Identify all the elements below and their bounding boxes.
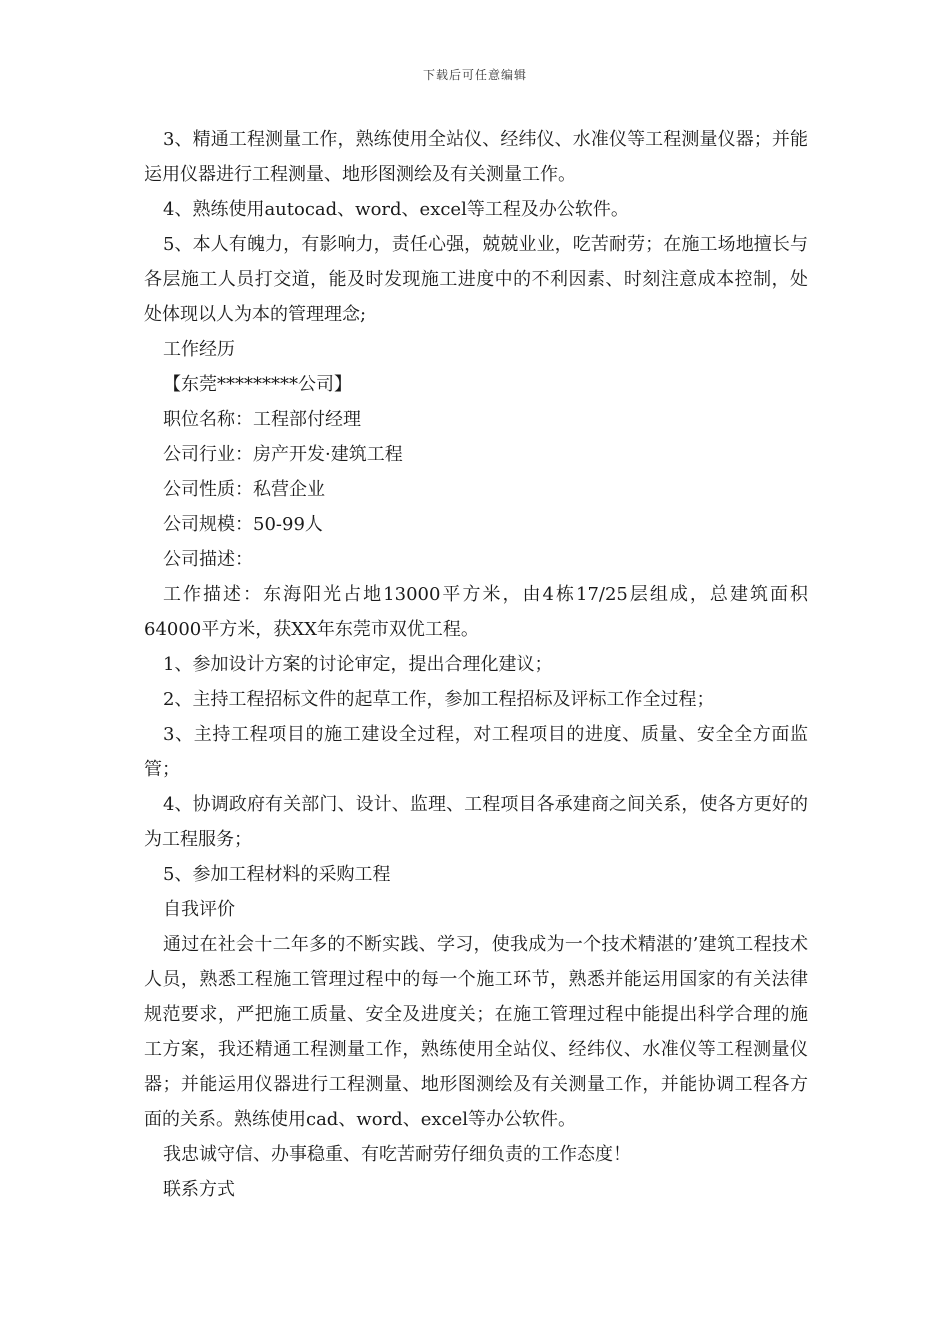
duty-item-4: 4、协调政府有关部门、设计、监理、工程项目各承建商之间关系，使各方更好的为工程服务； (144, 794, 808, 850)
self-evaluation-attitude: 我忠诚守信、办事稳重、有吃苦耐劳仔细负责的工作态度！ (163, 1144, 631, 1165)
company-size: 公司规模：50-99人 (163, 514, 323, 535)
section-heading-work-experience: 工作经历 (163, 339, 235, 360)
paragraph-skill-management: 5、本人有魄力，有影响力，责任心强，兢兢业业，吃苦耐劳；在施工场地擅长与各层施工人员打交道，能及时发现施工进度中的不利因素、时刻注意成本控制，处处体现以人为本的管理理念; (144, 234, 808, 325)
company-type: 公司性质：私营企业 (163, 479, 325, 500)
duty-item-2: 2、主持工程招标文件的起草工作，参加工程招标及评标工作全过程； (163, 689, 715, 710)
paragraph-skill-software: 4、熟练使用autocad、word、excel等工程及办公软件。 (163, 199, 629, 220)
duty-item-1: 1、参加设计方案的讨论审定，提出合理化建议； (163, 654, 553, 675)
section-heading-contact: 联系方式 (163, 1179, 235, 1200)
paragraph-skill-surveying: 3、精通工程测量工作，熟练使用全站仪、经纬仪、水准仪等工程测量仪器；并能运用仪器进行工程测量、地形图测绘及有关测量工作。 (144, 129, 808, 185)
job-title: 职位名称：工程部付经理 (163, 409, 361, 430)
duty-item-3: 3、主持工程项目的施工建设全过程，对工程项目的进度、质量、安全全方面监管； (144, 724, 808, 780)
document-body (144, 122, 808, 1207)
self-evaluation-text: 通过在社会十二年多的不断实践、学习，使我成为一个技术精湛的’建筑工程技术人员，熟悉工程施工管理过程中的每一个施工环节，熟悉并能运用国家的有关法律规范要求，严把施工质量、安全及进度关；在施工管理过程中能提出科学合理的施工方案，我还精通工程测量工作，熟练使用全站仪、经纬仪、水准仪等工程测量仪器；并能运用仪器进行工程测量、地形图测绘及有关测量工作，并能协调工程各方面的关系。熟练使用cad、word、excel等办公软件。 (144, 934, 808, 1130)
section-heading-self-evaluation: 自我评价 (163, 899, 235, 920)
company-description: 公司描述： (163, 549, 253, 570)
job-description: 工作描述：东海阳光占地13000平方米，由4栋17/25层组成，总建筑面积64000平方米，获XX年东莞市双优工程。 (144, 584, 808, 640)
duty-item-5: 5、参加工程材料的采购工程 (163, 864, 391, 885)
page-header: 下载后可任意编辑 (422, 68, 527, 82)
company-name: 【东莞*********公司】 (163, 374, 352, 395)
company-industry: 公司行业：房产开发·建筑工程 (163, 444, 403, 465)
